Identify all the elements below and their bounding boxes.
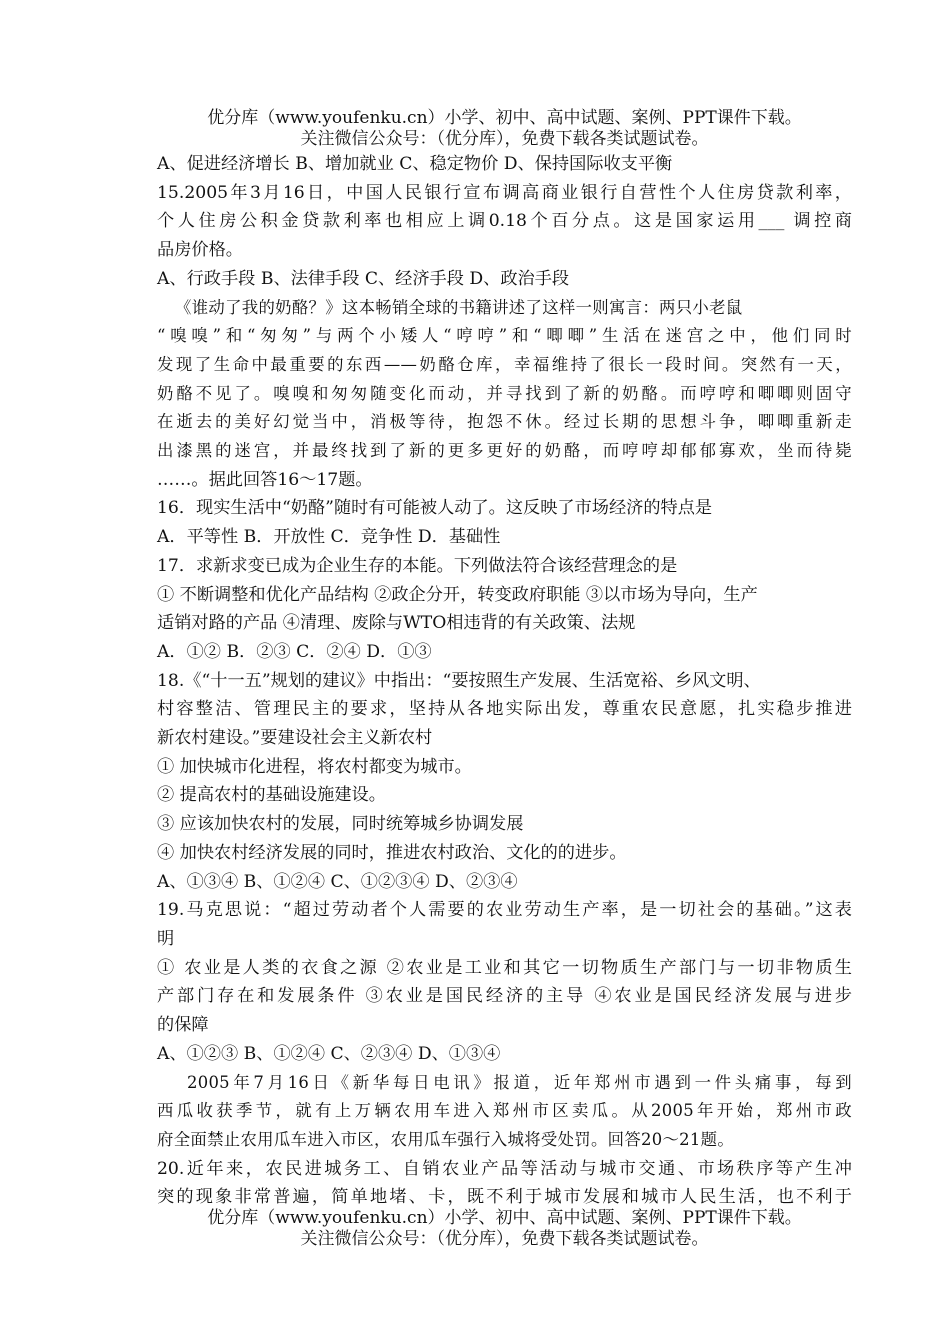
footer-line-2: 关注微信公众号：（优分库），免费下载各类试题试卷。 [300,1229,709,1249]
q19-text: 19.马克思说：“超过劳动者个人需要的农业劳动生产率，是一切社会的基础。”这表 [157,900,852,921]
page-header [157,108,852,150]
q17-options: A．①② B．②③ C．②④ D．①③ [157,641,432,662]
q20-text: 20.近年来，农民进城务工、自销农业产品等活动与城市交通、市场秩序等产生冲 [157,1158,852,1179]
q18-item: ③ 应该加快农村的发展，同时统筹城乡协调发展 [157,814,524,835]
q15-text: 个人住房公积金贷款利率也相应上调0.18个百分点。这是国家运用___ 调控商 [157,211,852,232]
page-footer [157,1208,852,1250]
q17-text: 17．求新求变已成为企业生存的本能。下列做法符合该经营理念的是 [157,555,678,576]
passage2-line: 2005年7月16日《新华每日电讯》报道，近年郑州市遇到一件头痛事，每到 [187,1072,852,1092]
q18-options: A、①③④ B、①②④ C、①②③④ D、②③④ [157,871,518,892]
header-line-1: 优分库（www.youfenku.cn）小学、初中、高中试题、案例、PPT课件下载。 [207,108,802,128]
passage2-line: 府全面禁止农用瓜车进入市区，农用瓜车强行入城将受处罚。回答20～21题。 [157,1129,735,1149]
q18-text: 新农村建设。”要建设社会主义新农村 [157,728,433,749]
q19-item: 产部门存在和发展条件 ③农业是国民经济的主导 ④农业是国民经济发展与进步 [157,986,852,1007]
passage-line: ……。据此回答16～17题。 [157,469,373,490]
q18-item: ② 提高农村的基础设施建设。 [157,785,386,806]
q15-text: 15.2005年3月16日，中国人民银行宣布调高商业银行自营性个人住房贷款利率， [157,182,852,203]
q15-text: 品房价格。 [157,240,243,261]
passage-line: 在逝去的美好幻觉当中，消极等待，抱怨不休。经过长期的思想斗争，唧唧重新走 [157,412,852,432]
footer-line-1: 优分库（www.youfenku.cn）小学、初中、高中试题、案例、PPT课件下载。 [207,1208,802,1228]
q16-options: A．平等性 B．开放性 C．竞争性 D．基础性 [157,527,501,548]
q17-text: 适销对路的产品 ④清理、废除与WTO相违背的有关政策、法规 [157,613,636,634]
q19-text: 明 [157,928,175,949]
passage-line: “嗅嗅”和“匆匆”与两个小矮人“哼哼”和“唧唧”生活在迷宫之中，他们同时 [157,326,852,346]
passage-line: 奶酪不见了。嗅嗅和匆匆随变化而动，并寻找到了新的奶酪。而哼哼和唧唧则固守 [157,383,852,403]
q18-text: 村容整洁、管理民主的要求，坚持从各地实际出发，尊重农民意愿，扎实稳步推进 [157,699,852,720]
q16-text: 16．现实生活中“奶酪”随时有可能被人动了。这反映了市场经济的特点是 [157,498,713,519]
q19-options: A、①②③ B、①②④ C、②③④ D、①③④ [157,1043,501,1064]
q19-item: ① 农业是人类的衣食之源 ②农业是工业和其它一切物质生产部门与一切非物质生 [157,957,852,978]
passage-line: 发现了生命中最重要的东西——奶酪仓库，幸福维持了很长一段时间。突然有一天， [157,354,852,374]
q19-item: 的保障 [157,1015,209,1036]
q17-text: ① 不断调整和优化产品结构 ②政企分开，转变政府职能 ③以市场为导向，生产 [157,584,758,605]
passage-line: 《谁动了我的奶酪？》这本畅销全球的书籍讲述了这样一则寓言：两只小老鼠 [175,297,743,317]
q14-options: A、促进经济增长 B、增加就业 C、稳定物价 D、保持国际收支平衡 [157,154,673,174]
q15-options: A、行政手段 B、法律手段 C、经济手段 D、政治手段 [157,268,570,289]
q18-item: ④ 加快农村经济发展的同时，推进农村政治、文化的的进步。 [157,842,627,863]
passage2-line: 西瓜收获季节，就有上万辆农用车进入郑州市区卖瓜。从2005年开始，郑州市政 [157,1101,852,1121]
passage-line: 出漆黑的迷宫，并最终找到了新的更多更好的奶酪，而哼哼却郁郁寡欢，坐而待毙 [157,441,852,461]
document-body [157,108,852,1212]
q20-text: 突的现象非常普遍，简单地堵、卡，既不利于城市发展和城市人民生活，也不利于 [157,1187,852,1208]
q18-text: 18.《“十一五”规划的建议》中指出：“要按照生产发展、生活宽裕、乡风文明、 [157,670,761,691]
q18-item: ① 加快城市化进程，将农村都变为城市。 [157,756,472,777]
header-line-2: 关注微信公众号：（优分库），免费下载各类试题试卷。 [300,129,709,149]
